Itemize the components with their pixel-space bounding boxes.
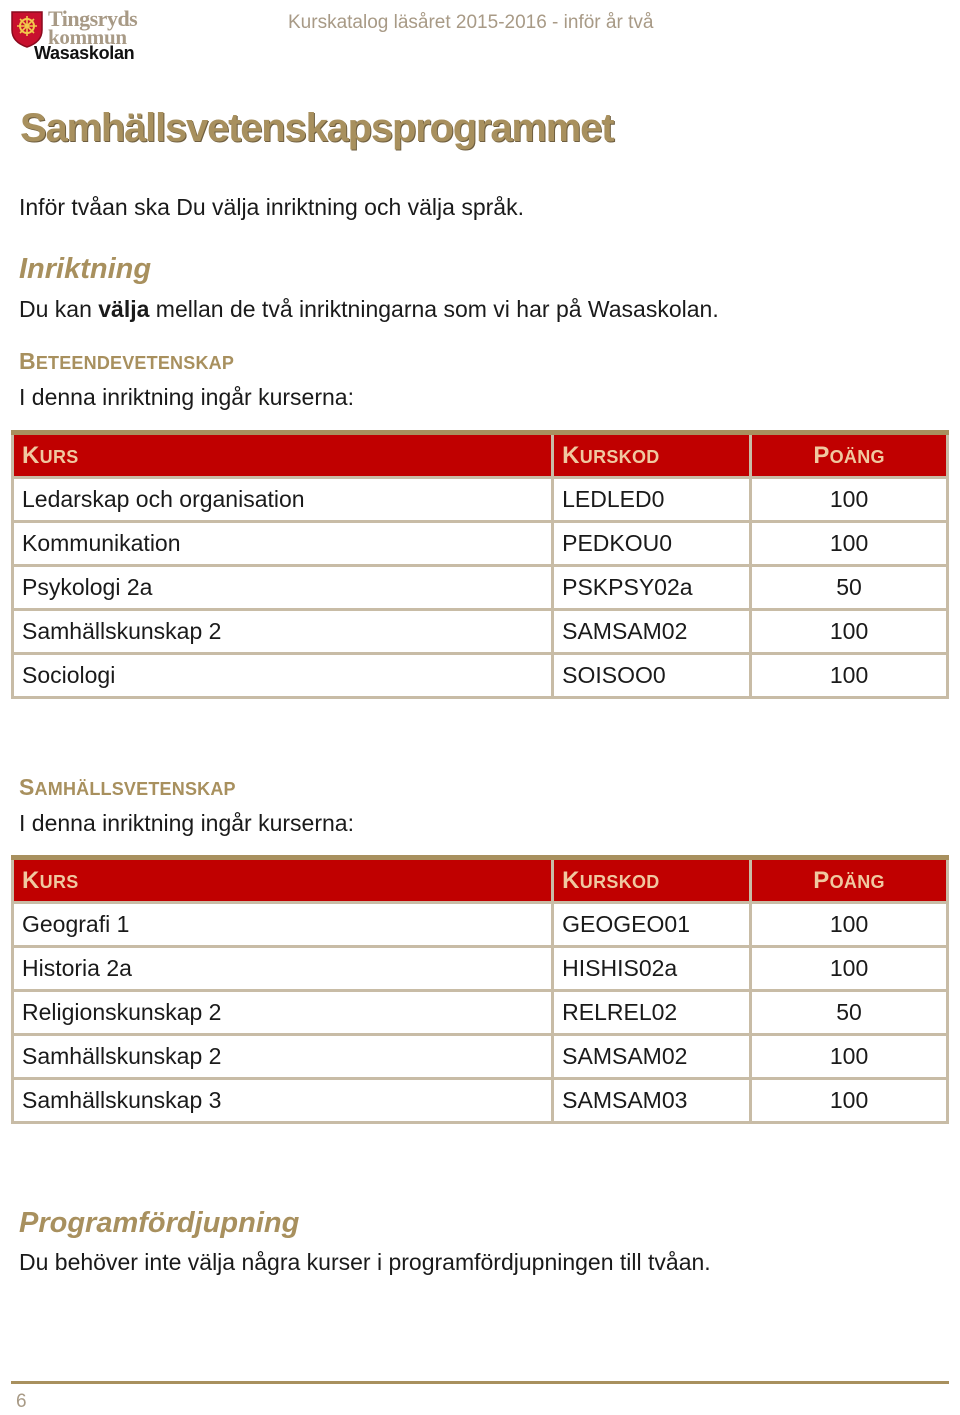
table-row — [13, 903, 948, 947]
course-points: 100 — [751, 903, 948, 947]
course-name: Samhällskunskap 2 — [13, 610, 553, 654]
programfordjupning-heading: Programfördjupning — [19, 1207, 300, 1239]
course-name: Ledarskap och organisation — [13, 478, 553, 522]
course-code: PEDKOU0 — [553, 522, 751, 566]
course-code: SAMSAM03 — [553, 1079, 751, 1123]
course-code: SAMSAM02 — [553, 610, 751, 654]
programfordjupning-text: Du behöver inte välja några kurser i programfördjupningen till tvåan. — [19, 1249, 711, 1275]
course-name: Historia 2a — [13, 947, 553, 991]
table-row — [13, 991, 948, 1035]
table-row — [13, 522, 948, 566]
course-points: 100 — [751, 1079, 948, 1123]
course-code: PSKPSY02a — [553, 566, 751, 610]
samhallsvetenskap-subtitle: I denna inriktning ingår kurserna: — [19, 810, 354, 836]
page-number: 6 — [16, 1391, 27, 1412]
course-code: RELREL02 — [553, 991, 751, 1035]
samhallsvetenskap-table — [11, 855, 949, 1124]
course-code: HISHIS02a — [553, 947, 751, 991]
municipality-logo — [8, 8, 143, 64]
samhallsvetenskap-heading — [19, 774, 236, 801]
inriktning-text — [19, 296, 719, 323]
beteendevetenskap-subtitle: I denna inriktning ingår kurserna: — [19, 384, 354, 410]
course-code: SAMSAM02 — [553, 1035, 751, 1079]
footer-divider — [11, 1381, 949, 1384]
course-points: 100 — [751, 654, 948, 698]
logo-text-kommun: kommun — [48, 25, 127, 49]
course-points: 100 — [751, 522, 948, 566]
course-points: 50 — [751, 566, 948, 610]
table-row — [13, 1035, 948, 1079]
column-header-kurs: KURS — [13, 433, 553, 478]
course-points: 100 — [751, 610, 948, 654]
beteendevetenskap-heading — [19, 348, 234, 375]
heading-initial: B — [19, 348, 36, 374]
inriktning-text-after: mellan de två inriktningarna som vi har på Wasaskolan. — [149, 296, 719, 322]
table-row — [13, 947, 948, 991]
inriktning-heading: Inriktning — [19, 253, 152, 285]
course-code: GEOGEO01 — [553, 903, 751, 947]
course-code: SOISOO0 — [553, 654, 751, 698]
catalog-title: Kurskatalog läsåret 2015-2016 - inför år två — [288, 12, 654, 33]
inriktning-text-before: Du kan — [19, 296, 99, 322]
course-points: 100 — [751, 947, 948, 991]
course-name: Psykologi 2a — [13, 566, 553, 610]
course-code: LEDLED0 — [553, 478, 751, 522]
logo-text-wasaskolan: Wasaskolan — [34, 43, 135, 63]
table-row — [13, 654, 948, 698]
inriktning-text-bold: välja — [98, 296, 150, 322]
table-header-row — [13, 858, 948, 903]
course-points: 100 — [751, 478, 948, 522]
column-header-kurskod: KURSKOD — [553, 858, 751, 903]
course-name: Geografi 1 — [13, 903, 553, 947]
heading-initial: S — [19, 774, 35, 800]
page-title: Samhällsvetenskapsprogrammet — [20, 106, 614, 150]
heading-rest: ETEENDEVETENSKAP — [35, 353, 235, 373]
course-name: Samhällskunskap 3 — [13, 1079, 553, 1123]
column-header-kurs: KURS — [13, 858, 553, 903]
logo-text-tingsryds: Tingsryds — [48, 6, 138, 31]
course-name: Samhällskunskap 2 — [13, 1035, 553, 1079]
column-header-poang: POÄNG — [751, 858, 948, 903]
course-points: 50 — [751, 991, 948, 1035]
table-row — [13, 566, 948, 610]
table-row — [13, 1079, 948, 1123]
course-name: Sociologi — [13, 654, 553, 698]
course-name: Kommunikation — [13, 522, 553, 566]
beteendevetenskap-table — [11, 430, 949, 699]
course-name: Religionskunskap 2 — [13, 991, 553, 1035]
table-header-row — [13, 433, 948, 478]
table-row — [13, 610, 948, 654]
intro-text: Inför tvåan ska Du välja inriktning och välja språk. — [19, 194, 524, 220]
course-points: 100 — [751, 1035, 948, 1079]
column-header-poang: POÄNG — [751, 433, 948, 478]
table-row — [13, 478, 948, 522]
heading-rest: AMHÄLLSVETENSKAP — [34, 779, 236, 799]
column-header-kurskod: KURSKOD — [553, 433, 751, 478]
